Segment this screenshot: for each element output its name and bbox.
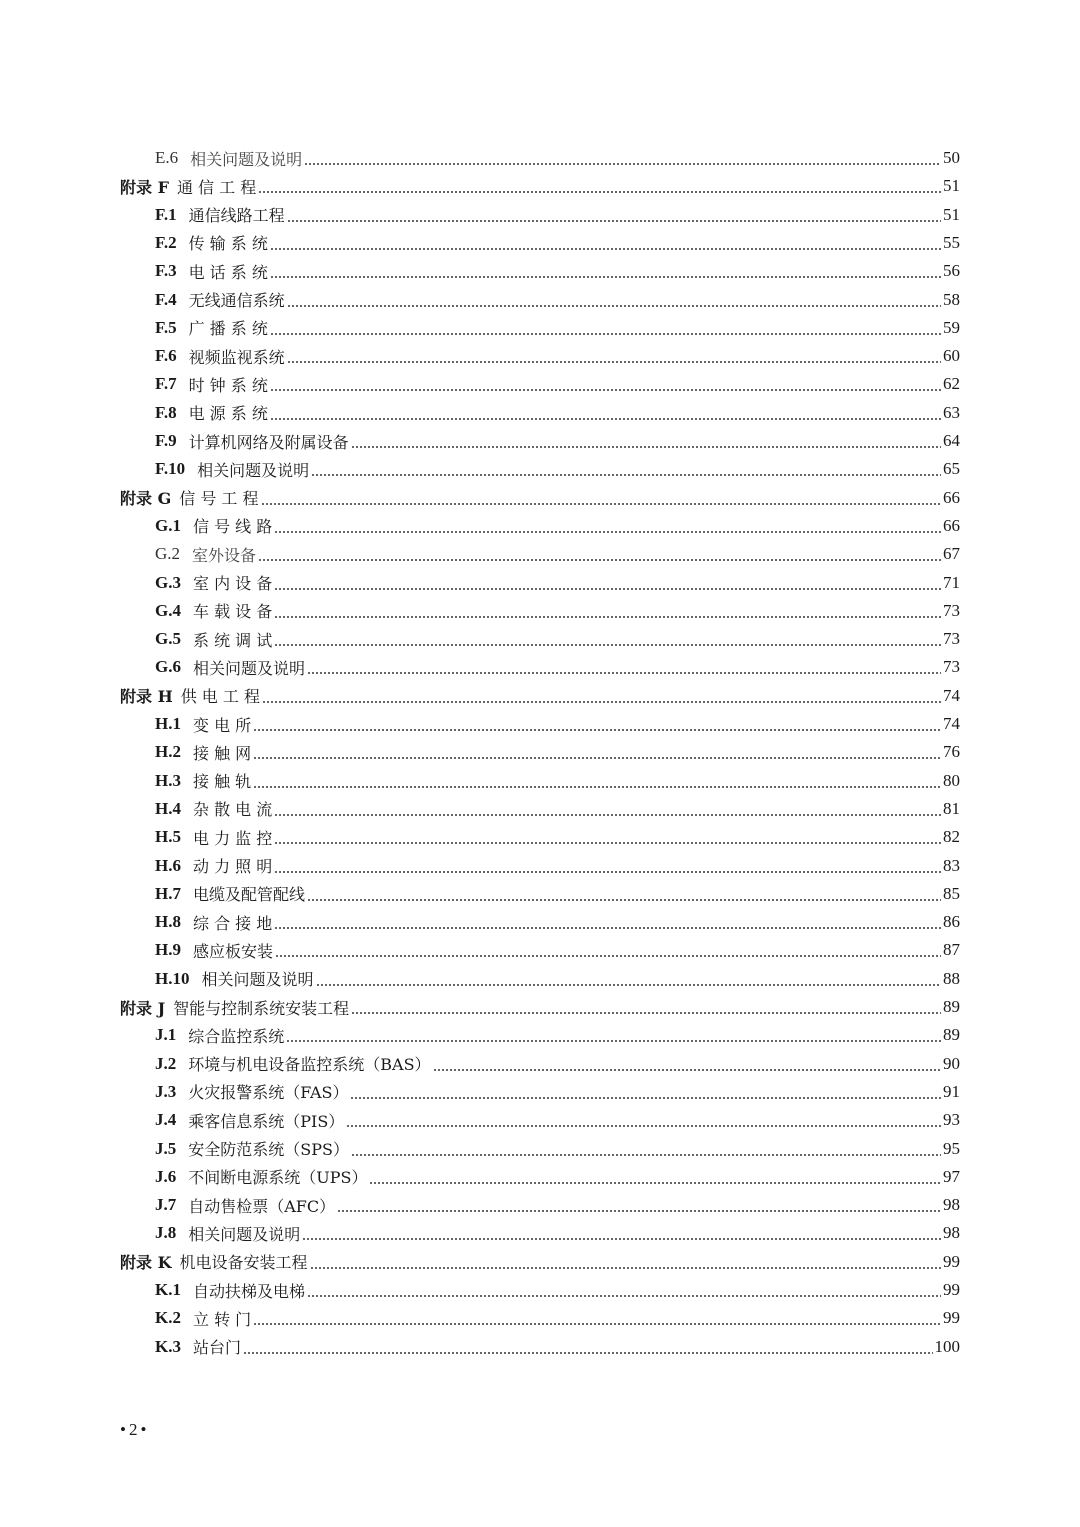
dot-leader <box>307 672 941 674</box>
toc-entry-number: J.3 <box>155 1081 177 1101</box>
toc-entry-title: 信 号 线 路 <box>192 517 273 537</box>
toc-entry-number: F.5 <box>155 317 177 337</box>
toc-entry-number: H.5 <box>155 827 181 847</box>
toc-entry-page: 73 <box>943 629 960 649</box>
dot-leader <box>350 1097 941 1099</box>
toc-entry-number: K.2 <box>155 1308 181 1328</box>
toc-entry-title: 相关问题及说明 <box>190 149 303 169</box>
dot-leader <box>258 559 941 561</box>
toc-entry <box>0 540 960 568</box>
toc-entry-page: 89 <box>943 997 960 1016</box>
toc-entry-number: E.6 <box>155 148 179 167</box>
toc-entry-number: G.1 <box>155 515 181 535</box>
toc-entry-title: 电 力 监 控 <box>192 828 273 848</box>
toc-entry <box>0 823 960 851</box>
toc-entry-number: 附录 J <box>120 998 166 1018</box>
dot-leader <box>351 1154 941 1156</box>
toc-entry <box>0 257 960 285</box>
toc-entry-title: 相关问题及说明 <box>197 460 310 480</box>
toc-entry-page: 64 <box>943 431 960 450</box>
toc-entry-title: 动 力 照 明 <box>192 857 273 876</box>
toc-entry-page: 51 <box>943 204 960 224</box>
toc-entry <box>0 965 960 993</box>
toc-entry-title: 通 信 工 程 <box>176 177 257 197</box>
toc-entry-title: 传 输 系 统 <box>188 234 268 254</box>
dot-leader <box>274 842 941 844</box>
toc-entry-page: 65 <box>943 459 960 479</box>
toc-entry <box>0 1276 960 1304</box>
toc-entry <box>0 710 960 738</box>
toc-entry-title: 变 电 所 <box>192 715 252 735</box>
toc-entry-title: 接 触 网 <box>192 743 252 763</box>
toc-entry-title: 相关问题及说明 <box>192 658 305 678</box>
toc-entry-number: J.8 <box>155 1223 177 1243</box>
toc-entry-title: 站台门 <box>192 1338 241 1358</box>
toc-entry-title: 自动售检票（AFC） <box>188 1196 336 1216</box>
toc-entry <box>0 229 960 257</box>
toc-entry-page: 58 <box>943 289 960 309</box>
toc-entry-page: 99 <box>943 1280 960 1299</box>
dot-leader <box>274 588 941 590</box>
toc-entry-page: 67 <box>943 544 960 564</box>
toc-entry <box>0 484 960 512</box>
toc-entry-number: J.6 <box>155 1166 177 1186</box>
toc-entry-page: 66 <box>943 515 960 535</box>
dot-leader <box>287 220 941 222</box>
toc-entry-page: 50 <box>943 148 960 167</box>
toc-entry-page: 89 <box>943 1025 960 1045</box>
toc-entry-number: F.9 <box>155 431 177 450</box>
dot-leader <box>287 361 941 363</box>
toc-entry-title: 火灾报警系统（FAS） <box>188 1083 349 1103</box>
dot-leader <box>302 1238 941 1240</box>
toc-entry-page: 97 <box>943 1166 960 1186</box>
dot-leader <box>351 446 941 448</box>
toc-entry-page: 55 <box>943 232 960 252</box>
toc-entry-number: G.2 <box>155 544 181 564</box>
dot-leader <box>369 1182 941 1184</box>
dot-leader <box>275 955 941 957</box>
dot-leader <box>270 389 941 391</box>
dot-leader <box>337 1210 941 1212</box>
toc-entry-number: 附录 F <box>120 177 169 197</box>
toc-entry-number: H.9 <box>155 940 181 960</box>
toc-entry <box>0 852 960 880</box>
toc-entry <box>0 880 960 908</box>
toc-entry-page: 93 <box>943 1110 960 1130</box>
toc-entry-page: 71 <box>943 572 960 592</box>
toc-entry-page: 73 <box>943 657 960 677</box>
toc-entry-page: 98 <box>943 1195 960 1215</box>
toc-entry-number: F.1 <box>155 204 177 224</box>
toc-entry-page: 91 <box>943 1081 960 1101</box>
toc-entry <box>0 286 960 314</box>
toc-entry-page: 59 <box>943 317 960 337</box>
toc-entry-page: 86 <box>943 912 960 932</box>
toc-entry <box>0 455 960 483</box>
toc-entry <box>0 1078 960 1106</box>
dot-leader <box>307 1295 941 1297</box>
toc-entry-page: 74 <box>943 714 960 733</box>
toc-entry-number: F.7 <box>155 374 177 394</box>
toc-entry-title: 安全防范系统（SPS） <box>188 1140 349 1159</box>
toc-entry-number: H.7 <box>155 883 181 903</box>
toc-entry-title: 室 内 设 备 <box>192 574 273 593</box>
dot-leader <box>286 1040 941 1042</box>
toc-entry <box>0 653 960 681</box>
toc-entry-page: 66 <box>943 487 960 507</box>
toc-entry-title: 综合监控系统 <box>188 1026 285 1046</box>
toc-entry-page: 63 <box>943 402 960 422</box>
toc-entry-title: 自动扶梯及电梯 <box>192 1281 305 1301</box>
toc-entry-title: 杂 散 电 流 <box>192 800 273 820</box>
toc-entry <box>0 767 960 795</box>
toc-entry-title: 电 话 系 统 <box>188 262 268 282</box>
toc-entry <box>0 569 960 597</box>
dot-leader <box>243 1352 933 1354</box>
toc-entry <box>0 370 960 398</box>
toc-entry-number: G.3 <box>155 572 181 592</box>
toc-entry <box>0 993 960 1021</box>
toc-entry <box>0 1050 960 1078</box>
toc-entry-page: 85 <box>943 883 960 903</box>
dot-leader <box>307 899 941 901</box>
dot-leader <box>346 1125 941 1127</box>
toc-entry-number: K.1 <box>155 1280 181 1299</box>
dot-leader <box>274 871 941 873</box>
toc-entry-title: 时 钟 系 统 <box>188 375 268 395</box>
toc-entry-title: 电 源 系 统 <box>188 404 268 424</box>
toc-entry-number: G.4 <box>155 600 181 620</box>
toc-entry <box>0 144 960 172</box>
toc-entry-page: 88 <box>943 968 960 988</box>
toc-entry-title: 系 统 调 试 <box>192 630 273 650</box>
toc-entry-title: 综 合 接 地 <box>192 913 273 933</box>
toc-entry-number: F.2 <box>155 232 177 252</box>
toc-entry-title: 机电设备安装工程 <box>179 1253 308 1273</box>
toc-entry-number: 附录 G <box>120 489 172 509</box>
toc-entry-number: F.3 <box>155 261 177 281</box>
toc-entry <box>0 399 960 427</box>
dot-leader <box>274 644 941 646</box>
dot-leader <box>351 1012 941 1014</box>
toc-entry-number: J.7 <box>155 1195 177 1215</box>
dot-leader <box>287 305 941 307</box>
toc-entry <box>0 512 960 540</box>
toc-entry-title: 立 转 门 <box>192 1309 252 1329</box>
toc-entry-title: 接 触 轨 <box>192 772 252 792</box>
dot-leader <box>253 729 941 731</box>
dot-leader <box>270 333 941 335</box>
toc-entry-page: 90 <box>943 1053 960 1073</box>
toc-entry-page: 74 <box>943 685 960 705</box>
dot-leader <box>253 786 941 788</box>
page-number: •2• <box>120 1420 150 1439</box>
toc-entry <box>0 682 960 710</box>
dot-leader <box>270 418 941 420</box>
toc-entry-title: 信 号 工 程 <box>179 489 259 509</box>
toc-entry-page: 87 <box>943 940 960 960</box>
toc-entry <box>0 1106 960 1134</box>
toc-entry-title: 广 播 系 统 <box>188 319 268 339</box>
dot-leader <box>310 1267 942 1269</box>
toc-entry-number: H.10 <box>155 968 190 988</box>
toc-entry <box>0 1248 960 1276</box>
toc-entry-page: 56 <box>943 261 960 281</box>
dot-leader <box>311 474 941 476</box>
toc-entry <box>0 314 960 342</box>
dot-leader <box>316 984 942 986</box>
toc-entry-title: 车 载 设 备 <box>192 602 273 622</box>
toc-entry-page: 82 <box>943 827 960 847</box>
dot-leader <box>253 757 941 759</box>
toc-entry-title: 不间断电源系统（UPS） <box>188 1168 368 1188</box>
toc-entry-page: 98 <box>943 1223 960 1243</box>
toc-entry-page: 81 <box>943 798 960 818</box>
toc-entry <box>0 936 960 964</box>
toc-entry-number: K.3 <box>155 1336 181 1356</box>
toc-entry-number: 附录 K <box>120 1253 172 1273</box>
toc-entry-page: 83 <box>943 855 960 875</box>
toc-entry-number: G.6 <box>155 657 181 677</box>
dot-leader <box>262 701 941 703</box>
toc-entry <box>0 342 960 370</box>
dot-leader <box>274 927 941 929</box>
toc-entry-page: 76 <box>943 742 960 762</box>
toc-entry-number: H.2 <box>155 742 181 762</box>
toc-entry-number: F.10 <box>155 459 186 479</box>
toc-entry-number: F.8 <box>155 402 177 422</box>
dot-leader <box>270 276 941 278</box>
toc-entry <box>0 738 960 766</box>
dot-leader <box>433 1069 941 1071</box>
toc-entry <box>0 1163 960 1191</box>
dot-leader <box>304 163 941 165</box>
toc-entry <box>0 1191 960 1219</box>
dot-leader <box>258 191 941 193</box>
toc-entry-number: H.3 <box>155 770 181 790</box>
toc-entry-page: 100 <box>934 1336 960 1356</box>
toc-entry <box>0 625 960 653</box>
toc-entry-title: 环境与机电设备监控系统（BAS） <box>188 1055 431 1075</box>
toc-entry-page: 60 <box>943 346 960 366</box>
toc-entry-number: H.4 <box>155 798 181 818</box>
toc-entry-page: 51 <box>943 176 960 196</box>
toc-entry <box>0 1021 960 1049</box>
toc-entry-number: 附录 H <box>120 687 173 707</box>
toc-entry-number: F.6 <box>155 346 177 366</box>
toc-entry-number: H.1 <box>155 714 181 733</box>
dot-leader <box>270 248 941 250</box>
dot-leader <box>274 531 941 533</box>
toc-entry-page: 99 <box>943 1308 960 1328</box>
toc-entry <box>0 1333 960 1361</box>
dot-leader <box>253 1323 941 1325</box>
toc-entry-number: J.2 <box>155 1053 177 1073</box>
dot-leader <box>274 616 941 618</box>
toc-entry <box>0 597 960 625</box>
toc-entry-title: 无线通信系统 <box>188 291 285 310</box>
toc-entry <box>0 1304 960 1332</box>
toc-entry-title: 通信线路工程 <box>188 206 285 226</box>
toc-entry-number: H.8 <box>155 912 181 932</box>
toc-entry <box>0 1219 960 1247</box>
toc-entry-title: 乘客信息系统（PIS） <box>188 1111 345 1131</box>
toc-entry-title: 室外设备 <box>192 545 257 565</box>
toc-entry-page: 62 <box>943 374 960 394</box>
toc-entry-title: 感应板安装 <box>192 941 273 961</box>
toc-entry-title: 视频监视系统 <box>188 347 285 367</box>
toc-entry-number: J.4 <box>155 1110 177 1130</box>
dot-leader <box>274 814 941 816</box>
toc-entry <box>0 427 960 455</box>
toc-entry-title: 计算机网络及附属设备 <box>188 432 349 452</box>
toc-entry-title: 供 电 工 程 <box>180 687 260 707</box>
toc-entry-page: 80 <box>943 770 960 790</box>
toc-entry <box>0 1135 960 1163</box>
toc-entry <box>0 201 960 229</box>
toc-entry-number: J.5 <box>155 1138 177 1158</box>
toc-entry-page: 73 <box>943 600 960 620</box>
toc-entry-title: 相关问题及说明 <box>188 1224 301 1244</box>
toc-entry <box>0 172 960 200</box>
toc-entry <box>0 908 960 936</box>
toc-entry-page: 95 <box>943 1138 960 1158</box>
toc-entry-number: J.1 <box>155 1025 177 1045</box>
toc-entry-title: 电缆及配管配线 <box>192 885 305 905</box>
toc-entry-number: F.4 <box>155 289 177 309</box>
toc-entry-number: G.5 <box>155 629 181 649</box>
toc-entry-number: H.6 <box>155 855 181 875</box>
toc-entry-title: 智能与控制系统安装工程 <box>173 998 350 1018</box>
toc-entry <box>0 795 960 823</box>
toc-entry-page: 99 <box>943 1251 960 1271</box>
dot-leader <box>261 503 941 505</box>
toc-entry-title: 相关问题及说明 <box>201 970 314 990</box>
